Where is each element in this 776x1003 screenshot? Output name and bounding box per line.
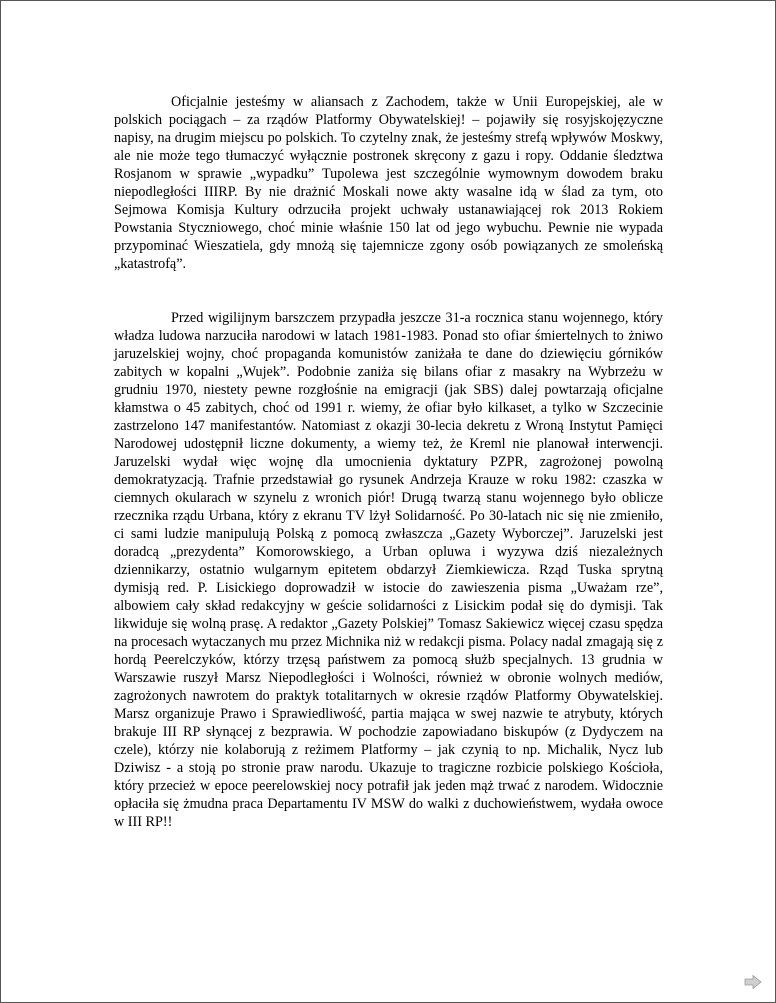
document-body bbox=[114, 93, 663, 831]
next-page-arrow-icon[interactable] bbox=[744, 975, 762, 989]
paragraph-1: Oficjalnie jesteśmy w aliansach z Zachodem, także w Unii Europejskiej, ale w polskich pociągach – za rządów Platformy Obywatelskiej! – pojawiły się rosyjskojęzyczne napisy, na drugim miejscu po polskich. To czytelny znak, że jesteśmy strefą wpływów Moskwy, ale nie może tego tłumaczyć wyłącznie postronek skręcony z gazu i ropy. Oddanie śledztwa Rosjanom w sprawie „wypadku” Tupolewa jest szczególnie wymownym dowodem braku niepodległości IIIRP. By nie drażnić Moskali nowe akty wasalne idą w ślad za tym, oto Sejmowa Komisja Kultury odrzuciła projekt uchwały ustanawiającej rok 2013 Rokiem Powstania Styczniowego, choć minie właśnie 150 lat od jego wybuchu. Pewnie nie wypada przypominać Wieszatiela, gdy mnożą się tajemnicze zgony osób powiązanych ze smoleńską „katastrofą”. bbox=[114, 94, 663, 272]
paragraph-2: Przed wigilijnym barszczem przypadła jeszcze 31-a rocznica stanu wojennego, który władza ludowa narzuciła narodowi w latach 1981-1983. Ponad sto ofiar śmiertelnych to żniwo jaruzelskiej wojny, choć propaganda komunistów zaniżała te dane do dziewięciu górników zabitych w kopalni „Wujek”. Podobnie zaniża się bilans ofiar z masakry na Wybrzeżu w grudniu 1970, niestety pewne rozgłośnie na emigracji (jak SBS) dalej powtarzają oficjalne kłamstwa o 45 zabitych, choć od 1991 r. wiemy, że ofiar było kilkaset, a tylko w Szczecinie zastrzelono 147 manifestantów. Natomiast z okazji 30-lecia dekretu z Wroną Instytut Pamięci Narodowej udostępnił liczne dokumenty, a wiemy też, że Kreml nie planował interwencji. Jaruzelski wydał więc wojnę dla umocnienia dyktatury PZPR, zagrożonej powolną demokratyzacją. Trafnie przedstawiał go rysunek Andrzeja Krauze w roku 1982: czaszka w ciemnych okularach w szynelu z wronich piór! Drugą twarzą stanu wojennego było oblicze rzecznika rządu Urbana, który z ekranu TV lżył Solidarność. Po 30-latach nic się nie zmieniło, ci sami ludzie manipulują Polską z pomocą zwłaszcza „Gazety Wyborczej”. Jaruzelski jest doradcą „prezydenta” Komorowskiego, a Urban opluwa i wyzywa dziś niezależnych dziennikarzy, ostatnio wulgarnym epitetem obdarzył Ziemkiewicza. Rząd Tuska sprytną dymisją red. P. Lisickiego doprowadził w istocie do zawieszenia pisma „Uważam rze”, albowiem cały skład redakcyjny w geście solidarności z Lisickim podał się do dymisji. Tak likwiduje się wolną prasę. A redaktor „Gazety Polskiej” Tomasz Sakiewicz więcej czasu spędza na procesach wytaczanych mu przez Michnika niż w redakcji pisma. Polacy nadal zmagają się z hordą Peerelczyków, którzy trzęsą państwem za pomocą służb specjalnych. 13 grudnia w Warszawie ruszył Marsz Niepodległości i Wolności, również w obronie wolnych mediów, zagrożonych nawrotem do praktyk totalitarnych w okresie rządów Platformy Obywatelskiej. Marsz organizuje Prawo i Sprawiedliwość, partia mająca w swej nazwie te atrybuty, których brakuje III RP słynącej z bezprawia. W pochodzie zapowiadano biskupów (z Dydyczem na czele), którzy nie kolaborują z reżimem Platformy – jak czynią to np. Michalik, Nycz lub Dziwisz - a stoją po stronie praw narodu. Ukazuje to tragiczne rozbicie polskiego Kościoła, który przecież w epoce peerelowskiej nocy potrafił jak jeden mąż trwać z narodem. Widocznie opłaciła się żmudna praca Departamentu IV MSW do walki z duchowieństwem, wydała owoce w III RP!! bbox=[114, 310, 663, 830]
arrow-right-icon bbox=[744, 975, 762, 989]
